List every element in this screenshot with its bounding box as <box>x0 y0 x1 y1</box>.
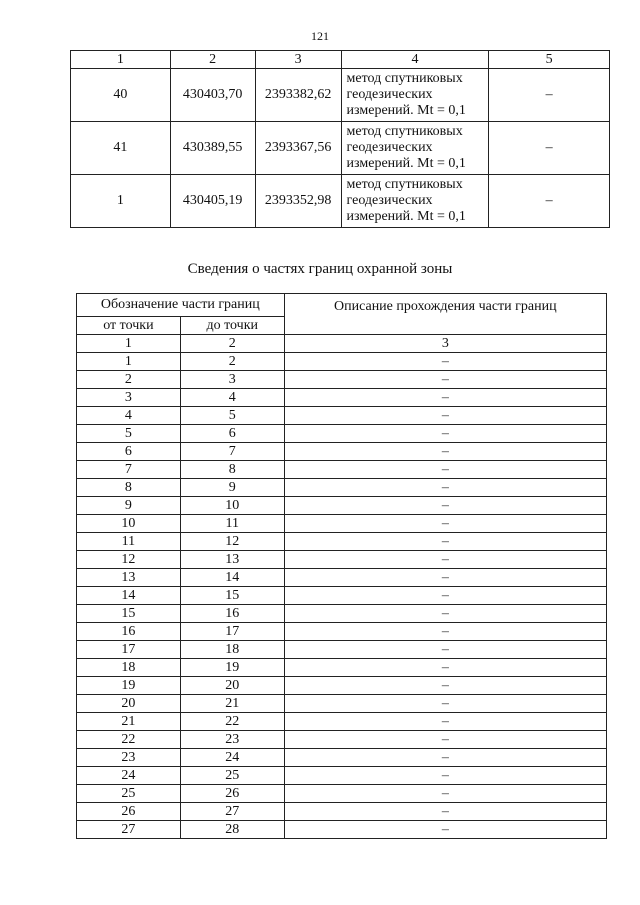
to-point-cell: 13 <box>180 551 284 569</box>
from-point-cell: 16 <box>77 623 181 641</box>
table-row <box>77 461 607 479</box>
parts-header-row <box>77 294 607 317</box>
table-row <box>77 623 607 641</box>
from-point-cell: 4 <box>77 407 181 425</box>
table-row <box>77 677 607 695</box>
table-row <box>71 175 610 228</box>
table-row <box>77 353 607 371</box>
coordinates-header-row <box>71 51 610 69</box>
description-cell: – <box>284 479 606 497</box>
table-row <box>77 533 607 551</box>
table-row <box>77 713 607 731</box>
to-point-cell: 26 <box>180 785 284 803</box>
description-cell: – <box>284 695 606 713</box>
from-point-cell: 7 <box>77 461 181 479</box>
to-point-cell: 15 <box>180 587 284 605</box>
table-row <box>77 605 607 623</box>
coordinate-x: 430405,19 <box>170 175 255 228</box>
description-cell: – <box>284 677 606 695</box>
from-point-cell: 25 <box>77 785 181 803</box>
from-point-cell: 8 <box>77 479 181 497</box>
table-row <box>77 443 607 461</box>
description-cell: – <box>284 533 606 551</box>
from-point-cell: 14 <box>77 587 181 605</box>
coordinate-x: 430403,70 <box>170 69 255 122</box>
description-cell: – <box>284 767 606 785</box>
to-point-cell: 27 <box>180 803 284 821</box>
method-description <box>341 69 489 122</box>
description-cell: – <box>284 515 606 533</box>
method-line: геодезических <box>346 140 433 155</box>
to-point-cell: 24 <box>180 749 284 767</box>
description-cell: – <box>284 605 606 623</box>
to-point-cell: 10 <box>180 497 284 515</box>
point-number: 41 <box>71 122 171 175</box>
from-point-cell: 12 <box>77 551 181 569</box>
from-point-cell: 10 <box>77 515 181 533</box>
table-row <box>77 407 607 425</box>
section-title: Сведения о частях границ охранной зоны <box>187 261 453 277</box>
description-cell: – <box>284 587 606 605</box>
to-point-cell: 22 <box>180 713 284 731</box>
method-line: измерений. Mt = 0,1 <box>346 103 466 118</box>
from-point-cell: 22 <box>77 731 181 749</box>
column-number: 4 <box>341 51 489 69</box>
table-row <box>71 122 610 175</box>
description-cell: – <box>284 461 606 479</box>
from-point-cell: 9 <box>77 497 181 515</box>
coordinate-x: 430389,55 <box>170 122 255 175</box>
method-line: метод спутниковых <box>346 71 463 86</box>
column-number: 1 <box>77 335 181 353</box>
description-cell: – <box>284 407 606 425</box>
from-point-cell: 5 <box>77 425 181 443</box>
column-number: 2 <box>170 51 255 69</box>
coordinate-y: 2393367,56 <box>255 122 341 175</box>
from-point-cell: 15 <box>77 605 181 623</box>
description-cell: – <box>284 623 606 641</box>
header-boundary-designation: Обозначение части границ <box>77 294 285 317</box>
table-row <box>77 371 607 389</box>
table-row <box>77 641 607 659</box>
column-number: 3 <box>255 51 341 69</box>
table-row <box>77 695 607 713</box>
description-cell: – <box>284 371 606 389</box>
to-point-cell: 25 <box>180 767 284 785</box>
description-cell: – <box>284 551 606 569</box>
page-number: 121 <box>311 29 329 43</box>
table-row <box>77 425 607 443</box>
note-cell: – <box>489 175 610 228</box>
to-point-cell: 5 <box>180 407 284 425</box>
to-point-cell: 16 <box>180 605 284 623</box>
column-number: 1 <box>71 51 171 69</box>
description-cell: – <box>284 749 606 767</box>
table-row <box>77 659 607 677</box>
from-point-cell: 18 <box>77 659 181 677</box>
description-cell: – <box>284 641 606 659</box>
to-point-cell: 6 <box>180 425 284 443</box>
header-boundary-description: Описание прохождения части границ <box>284 294 606 335</box>
from-point-cell: 6 <box>77 443 181 461</box>
table-row <box>77 821 607 839</box>
to-point-cell: 11 <box>180 515 284 533</box>
coordinate-y: 2393352,98 <box>255 175 341 228</box>
header-from-point: от точки <box>77 317 181 335</box>
column-number: 2 <box>180 335 284 353</box>
from-point-cell: 13 <box>77 569 181 587</box>
to-point-cell: 20 <box>180 677 284 695</box>
to-point-cell: 8 <box>180 461 284 479</box>
note-cell: – <box>489 122 610 175</box>
description-cell: – <box>284 731 606 749</box>
to-point-cell: 14 <box>180 569 284 587</box>
table-row <box>77 785 607 803</box>
table-row <box>77 569 607 587</box>
method-line: измерений. Mt = 0,1 <box>346 156 466 171</box>
method-line: геодезических <box>346 87 433 102</box>
to-point-cell: 21 <box>180 695 284 713</box>
to-point-cell: 3 <box>180 371 284 389</box>
description-cell: – <box>284 785 606 803</box>
to-point-cell: 2 <box>180 353 284 371</box>
description-cell: – <box>284 803 606 821</box>
description-cell: – <box>284 569 606 587</box>
from-point-cell: 21 <box>77 713 181 731</box>
from-point-cell: 24 <box>77 767 181 785</box>
from-point-cell: 27 <box>77 821 181 839</box>
to-point-cell: 23 <box>180 731 284 749</box>
description-cell: – <box>284 821 606 839</box>
table-row <box>77 587 607 605</box>
description-cell: – <box>284 389 606 407</box>
coordinate-y: 2393382,62 <box>255 69 341 122</box>
table-row <box>77 803 607 821</box>
table-row <box>77 479 607 497</box>
header-to-point: до точки <box>180 317 284 335</box>
method-line: геодезических <box>346 193 433 208</box>
description-cell: – <box>284 659 606 677</box>
description-cell: – <box>284 497 606 515</box>
from-point-cell: 17 <box>77 641 181 659</box>
from-point-cell: 2 <box>77 371 181 389</box>
description-cell: – <box>284 713 606 731</box>
from-point-cell: 26 <box>77 803 181 821</box>
to-point-cell: 9 <box>180 479 284 497</box>
to-point-cell: 12 <box>180 533 284 551</box>
to-point-cell: 7 <box>180 443 284 461</box>
table-row <box>77 749 607 767</box>
to-point-cell: 18 <box>180 641 284 659</box>
table-row <box>77 731 607 749</box>
coordinates-table <box>70 50 610 228</box>
parts-table-body <box>77 353 607 839</box>
column-number: 3 <box>284 335 606 353</box>
table-row <box>77 515 607 533</box>
method-description <box>341 122 489 175</box>
point-number: 40 <box>71 69 171 122</box>
table-row <box>77 551 607 569</box>
boundary-parts-table <box>76 293 607 839</box>
method-description <box>341 175 489 228</box>
table-row <box>77 497 607 515</box>
description-cell: – <box>284 425 606 443</box>
from-point-cell: 3 <box>77 389 181 407</box>
table-row <box>71 69 610 122</box>
parts-column-numbers-row <box>77 335 607 353</box>
from-point-cell: 19 <box>77 677 181 695</box>
method-line: метод спутниковых <box>346 177 463 192</box>
from-point-cell: 1 <box>77 353 181 371</box>
from-point-cell: 23 <box>77 749 181 767</box>
from-point-cell: 11 <box>77 533 181 551</box>
point-number: 1 <box>71 175 171 228</box>
to-point-cell: 28 <box>180 821 284 839</box>
table-row <box>77 767 607 785</box>
method-line: измерений. Mt = 0,1 <box>346 209 466 224</box>
to-point-cell: 17 <box>180 623 284 641</box>
description-cell: – <box>284 443 606 461</box>
table-row <box>77 389 607 407</box>
note-cell: – <box>489 69 610 122</box>
from-point-cell: 20 <box>77 695 181 713</box>
method-line: метод спутниковых <box>346 124 463 139</box>
column-number: 5 <box>489 51 610 69</box>
to-point-cell: 4 <box>180 389 284 407</box>
to-point-cell: 19 <box>180 659 284 677</box>
description-cell: – <box>284 353 606 371</box>
